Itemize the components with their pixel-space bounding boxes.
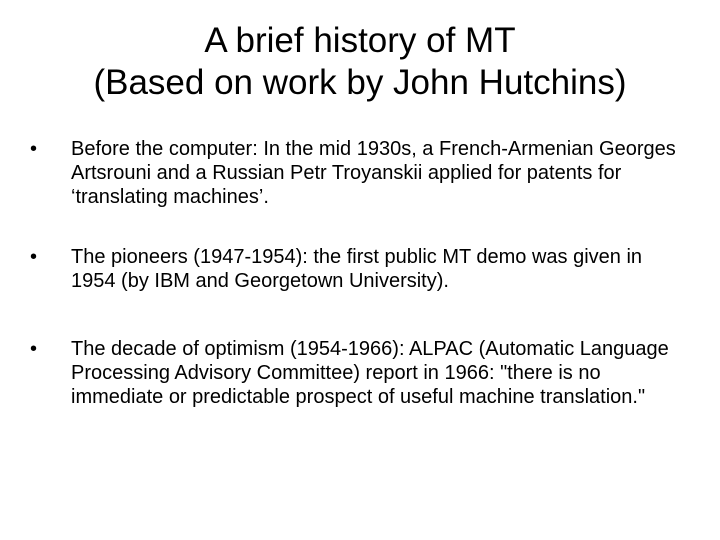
bullet-icon: • [30, 246, 38, 268]
bullet-icon: • [30, 138, 38, 160]
bullet-item-pioneers [30, 245, 690, 293]
bullet-item-optimism [30, 337, 690, 409]
slide-title [30, 20, 690, 104]
bullet-text: The decade of optimism (1954-1966): ALPAC (Automatic Language Processing Advisory Committee) report in 1966: "there is no immediate or predictable prospect of useful machine translation." [71, 338, 669, 408]
bullet-item-before-computer [30, 137, 690, 209]
bullet-text: Before the computer: In the mid 1930s, a French-Armenian Georges Artsrouni and a Russian Petr Troyanskii applied for patents for ‘translating machines’. [71, 138, 676, 208]
bullet-icon: • [30, 338, 38, 360]
bullet-text: The pioneers (1947-1954): the first public MT demo was given in 1954 (by IBM and Georgetown University). [71, 246, 643, 292]
title-line-1: A brief history of MT [204, 21, 516, 60]
title-line-2: (Based on work by John Hutchins) [93, 63, 627, 102]
